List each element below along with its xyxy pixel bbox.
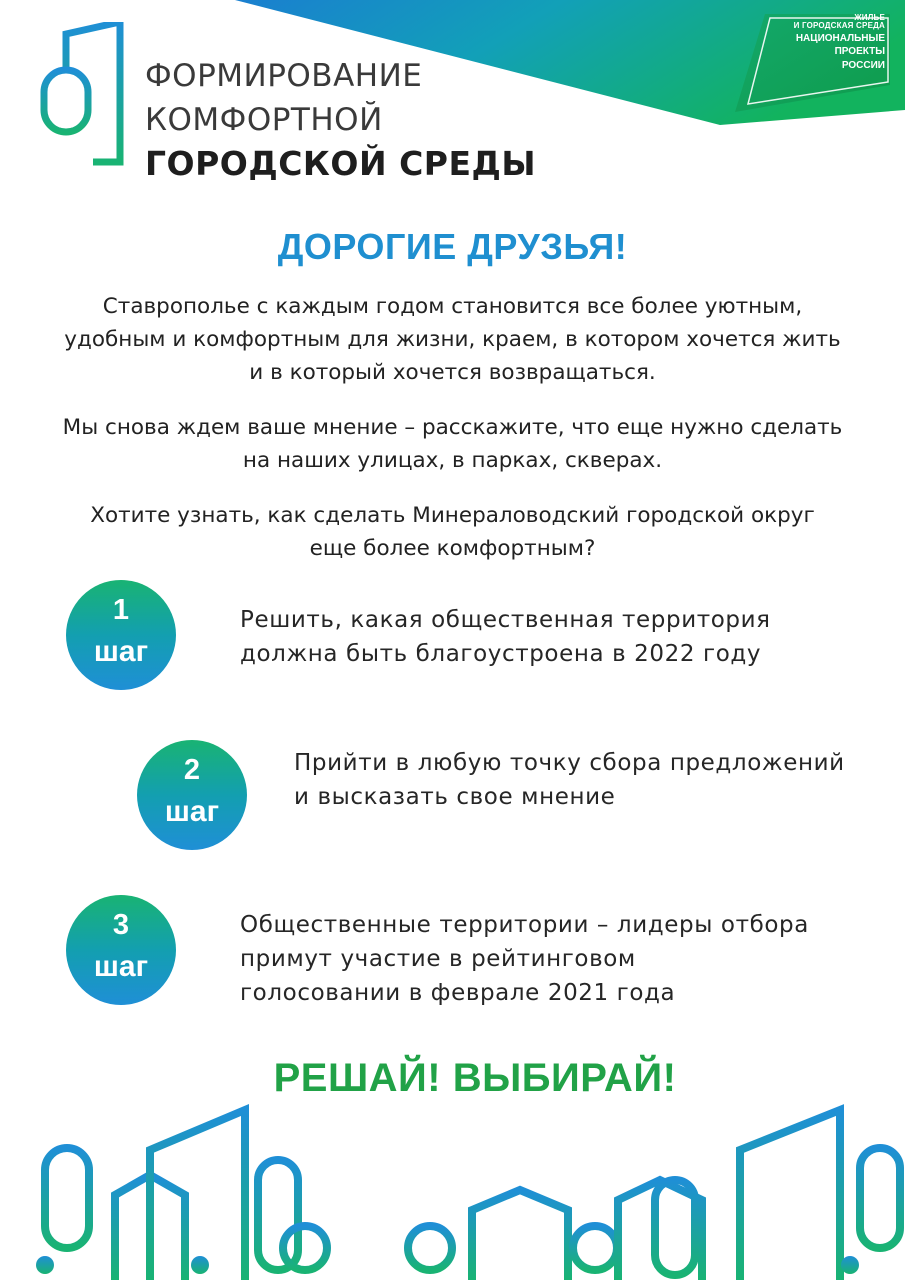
step-number: 2 — [183, 754, 201, 786]
page-heading: ДОРОГИЕ ДРУЗЬЯ! — [277, 226, 628, 267]
step-1-badge — [66, 580, 176, 690]
national-projects-badge — [765, 14, 885, 71]
call-to-action: РЕШАЙ! ВЫБИРАЙ! — [273, 1056, 677, 1100]
step-line: Прийти в любую точку сбора предложений — [294, 750, 845, 776]
paragraph-line: Ставрополье с каждым годом становится все более уютным, — [102, 294, 803, 319]
step-3-badge — [66, 895, 176, 1005]
step-2-text — [294, 746, 845, 814]
logo-line-2: КОМФОРТНОЙ — [145, 102, 383, 138]
step-word: шаг — [164, 795, 220, 828]
paragraph-line: Мы снова ждем ваше мнение – расскажите, что еще нужно сделать — [62, 415, 843, 440]
step-number: 1 — [112, 594, 130, 626]
np-main-line-2: ПРОЕКТЫ — [834, 46, 885, 58]
step-word: шаг — [93, 950, 149, 983]
step-line: голосовании в феврале 2021 года — [240, 980, 676, 1006]
logo-line-1: ФОРМИРОВАНИЕ — [145, 58, 423, 94]
paragraph-line: и в который хочется возвращаться. — [249, 360, 656, 385]
step-1-text — [240, 603, 771, 671]
intro-paragraph — [0, 290, 905, 389]
city-logo-icon — [38, 22, 126, 182]
np-top-line-2: И ГОРОДСКАЯ СРЕДА — [793, 21, 885, 31]
question-paragraph — [0, 499, 905, 565]
city-skyline-illustration — [0, 1100, 905, 1280]
step-3-text — [240, 908, 809, 1010]
np-main-line-3: РОССИИ — [841, 59, 885, 71]
paragraph-line: на наших улицах, в парках, скверах. — [242, 448, 663, 473]
step-line: Общественные территории – лидеры отбора — [240, 912, 809, 938]
paragraph-line: Хотите узнать, как сделать Минераловодский городской округ — [90, 503, 815, 528]
step-line: примут участие в рейтинговом — [240, 946, 636, 972]
step-word: шаг — [93, 635, 149, 668]
step-line: и высказать свое мнение — [294, 784, 616, 810]
np-main-line-1: НАЦИОНАЛЬНЫЕ — [795, 32, 885, 44]
step-line: Решить, какая общественная территория — [240, 607, 771, 633]
paragraph-line: удобным и комфортным для жизни, краем, в котором хочется жить — [64, 327, 841, 352]
np-top-line-1: ЖИЛЬЕ — [854, 13, 885, 22]
step-2-badge — [137, 740, 247, 850]
logo-line-3: ГОРОДСКОЙ СРЕДЫ — [145, 144, 537, 183]
paragraph-line: еще более комфортным? — [309, 536, 596, 561]
opinion-paragraph — [0, 411, 905, 477]
step-line: должна быть благоустроена в 2022 году — [240, 641, 762, 667]
step-number: 3 — [112, 909, 130, 941]
